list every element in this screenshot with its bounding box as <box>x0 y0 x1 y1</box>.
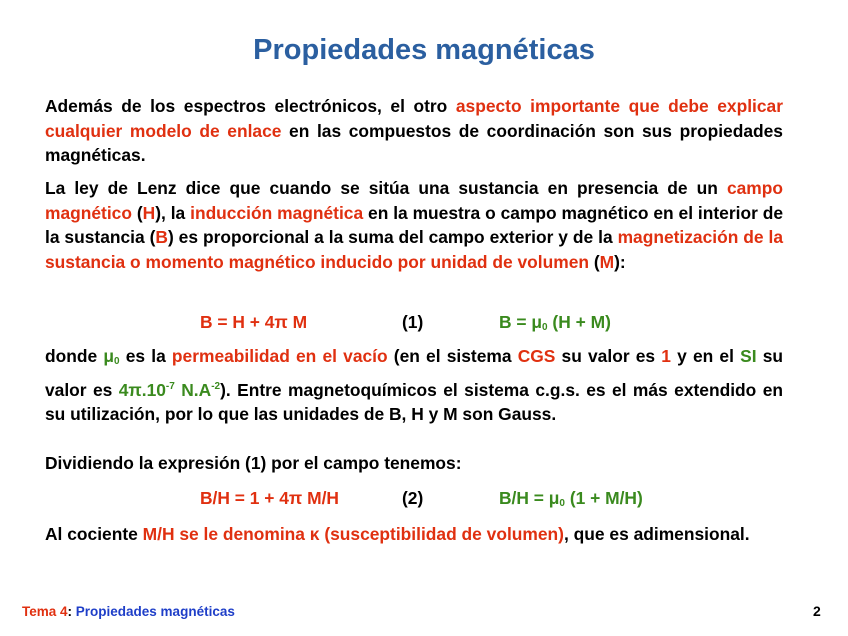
term-induccion-magnetica: inducción magnética <box>190 202 364 223</box>
footer-label: Tema 4 <box>22 604 68 619</box>
paragraph-permeability <box>45 344 783 427</box>
lenz-paren-open-2: ( <box>589 251 600 272</box>
lenz-paren-open: ( <box>131 202 143 223</box>
term-campo-magnetico: campo magnético <box>45 178 783 223</box>
symbol-h: H <box>142 202 156 223</box>
footer-separator: : <box>67 604 76 619</box>
perm-text-5: y en el <box>670 346 741 366</box>
eq2-right-sub: 0 <box>559 498 565 509</box>
intro-text-2: en las compuestos de coordinación son sus propiedades magnéticas. <box>45 120 783 165</box>
si-value-unit: N.A <box>174 379 212 400</box>
term-si: SI <box>740 346 757 366</box>
equation-2-left: B/H = 1 + 4π M/H <box>200 488 339 508</box>
equation-1-left: B = H + 4π M <box>200 312 308 332</box>
term-cgs: CGS <box>517 346 556 366</box>
lenz-text-4: ) es proporcional a la suma del campo exterior y de la <box>167 227 618 247</box>
perm-text-3: (en el sistema <box>387 346 518 366</box>
intro-text-1: Además de los espectros electrónicos, el otro <box>45 96 456 116</box>
equation-1-right <box>499 310 611 340</box>
susc-text-2: , que es adimensional. <box>563 524 750 544</box>
term-permeabilidad: permeabilidad en el vacío <box>171 346 388 366</box>
mu-subscript: 0 <box>113 356 120 367</box>
symbol-b: B <box>155 227 168 247</box>
equation-2-number: (2) <box>402 488 424 508</box>
value-one: 1 <box>661 346 671 366</box>
perm-text-2: es la <box>119 346 172 366</box>
term-magnetizacion: magnetización de la sustancia o momento magnético inducido por unidad de volumen <box>45 227 784 272</box>
perm-text-7: ). Entre magnetoquímicos el sistema c.g.s. es el más extendido en su utilización, por lo que las unidades de B, H y M son Gauss. <box>45 379 783 424</box>
susc-text-1: Al cociente <box>45 524 143 544</box>
perm-text-4: su valor es <box>555 346 662 366</box>
eq1-right-part-b: (H + M) <box>547 312 611 332</box>
si-value-unit-exp: -2 <box>211 380 221 392</box>
paragraph-dividing: Dividiendo la expresión (1) por el campo tenemos: <box>45 453 462 473</box>
paragraph-susceptibility <box>45 522 783 547</box>
eq2-right-part-b: (1 + M/H) <box>564 488 643 508</box>
perm-text-6: su valor es <box>45 346 784 400</box>
si-value <box>119 380 220 400</box>
mu-symbol: μ <box>103 346 114 366</box>
footer-topic: Propiedades magnéticas <box>75 604 235 619</box>
page-number: 2 <box>813 603 821 619</box>
equation-2-right <box>499 486 643 516</box>
mu-zero <box>103 346 119 366</box>
slide-title: Propiedades magnéticas <box>253 34 595 66</box>
lenz-text-2: ), la <box>155 202 191 223</box>
lenz-text-1: La ley de Lenz dice que cuando se sitúa una sustancia en presencia de un <box>45 178 727 198</box>
eq1-right-sub: 0 <box>542 322 548 333</box>
lenz-text-5: ): <box>614 251 626 272</box>
symbol-m: M <box>599 251 615 272</box>
lenz-text-3: en la muestra o campo magnético en el interior de la sustancia ( <box>45 202 784 247</box>
footer <box>22 604 235 619</box>
eq1-right-part-a: B = μ <box>499 312 543 332</box>
perm-text-1: donde <box>45 346 104 366</box>
intro-highlight: aspecto importante que debe explicar cualquier modelo de enlace <box>45 96 783 141</box>
equation-1-number: (1) <box>402 312 424 332</box>
si-value-exp: -7 <box>165 380 175 392</box>
paragraph-lenz <box>45 176 783 274</box>
eq2-right-part-a: B/H = μ <box>499 488 560 508</box>
term-susceptibilidad: M/H se le denomina κ (susceptibilidad de volumen) <box>142 524 564 544</box>
paragraph-intro <box>45 94 783 168</box>
si-value-base: 4π.10 <box>118 379 166 400</box>
